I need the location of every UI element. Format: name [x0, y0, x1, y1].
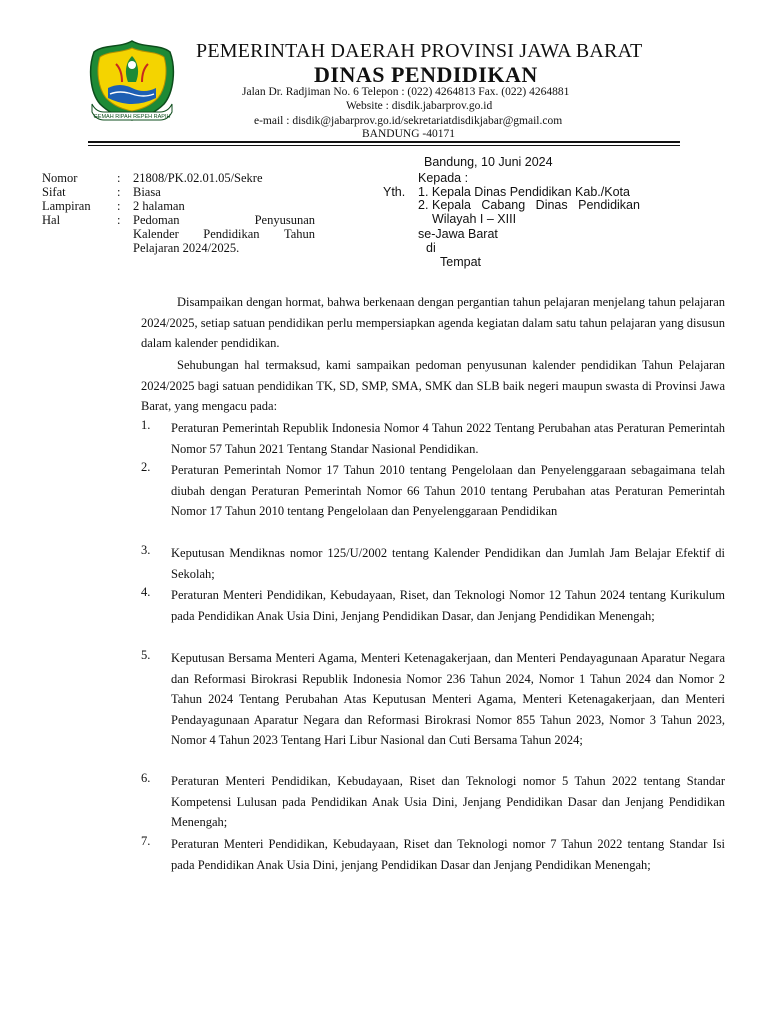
sifat-value: Biasa: [133, 185, 161, 199]
opening-paragraph: Disampaikan dengan hormat, bahwa berkenaan dengan pergantian tahun pelajaran menjelang tahun pelajaran 2024/2025, setiap satuan pendidikan perlu mempersiapkan agenda kegiatan dalam satu tahun pelajaran yang disusun dalam kalender pendidikan.: [141, 295, 725, 350]
nomor-label: Nomor: [42, 171, 78, 185]
reference-intro-paragraph: Sehubungan hal termaksud, kami sampaikan pedoman penyusunan kalender pendidikan Tahun Pelajaran 2024/2025 bagi satuan pendidikan TK, SD, SMP, SMA, SMK dan SLB baik negeri maupun swasta di Provinsi Jawa Barat, yang mengacu pada:: [141, 358, 725, 413]
hal-word: Pendidikan: [203, 227, 260, 241]
reference-number: 1.: [141, 418, 151, 432]
lampiran-label: Lampiran: [42, 199, 91, 213]
recipient-word: Pendidikan: [578, 198, 640, 212]
recipient-region: se-Jawa Barat: [418, 227, 498, 241]
west-java-emblem-logo: [86, 38, 178, 122]
office-address: Jalan Dr. Radjiman No. 6 Telepon : (022) 4264813 Fax. (022) 4264881: [242, 86, 570, 98]
reference-item: Peraturan Menteri Pendidikan, Kebudayaan, Riset, dan Teknologi Nomor 12 Tahun 2024 tentang Kurikulum pada Pendidikan Anak Usia Dini, Jenjang Pendidikan Dasar, dan Jenjang Pendidikan Menengah;: [171, 588, 725, 623]
hal-word: Kalender: [133, 227, 179, 241]
reference-number: 5.: [141, 648, 151, 662]
recipient-word: Kepala: [432, 198, 471, 212]
logo-motto: GEMAH RIPAH REPEH RAPIH: [93, 114, 171, 120]
reference-number: 6.: [141, 771, 151, 785]
tempat-label: Tempat: [440, 255, 481, 269]
letterhead-divider-thick: [88, 141, 680, 143]
kepada-label: Kepada :: [418, 171, 469, 185]
nomor-colon: :: [117, 171, 121, 185]
city-postal-code: BANDUNG -40171: [362, 128, 455, 140]
reference-number: 7.: [141, 834, 151, 848]
reference-item: Peraturan Menteri Pendidikan, Kebudayaan, Riset dan Teknologi nomor 5 Tahun 2022 tentang Standar Kompetensi Lulusan pada Pendidikan Anak Usia Dini, Jenjang Pendidikan Dasar dan Jenjang Pendidikan Menengah;: [171, 774, 725, 829]
recipient-2-line2: Wilayah I – XIII: [432, 212, 517, 226]
letterhead-divider-thin: [88, 145, 680, 146]
reference-item: Keputusan Mendiknas nomor 125/U/2002 tentang Kalender Pendidikan dan Jumlah Jam Belajar Efektif di Sekolah;: [171, 546, 725, 581]
hal-word: Penyusunan: [254, 213, 315, 227]
reference-number: 4.: [141, 585, 151, 599]
reference-item: Peraturan Pemerintah Nomor 17 Tahun 2010 tentang Pengelolaan dan Penyelenggaraan sebagaimana telah diubah dengan Peraturan Pemerintah Nomor 66 Tahun 2010 tentang Perubahan atas Peraturan Pemerintah Nomor 17 Tahun 2010 tentang Pengelolaan dan Penyelenggaraan Pendidikan: [171, 463, 725, 518]
recipient-word: Dinas: [535, 198, 568, 212]
sifat-label: Sifat: [42, 185, 66, 199]
reference-number: 3.: [141, 543, 151, 557]
sifat-colon: :: [117, 185, 121, 199]
lampiran-colon: :: [117, 199, 121, 213]
hal-colon: :: [117, 213, 121, 227]
government-name: PEMERINTAH DAERAH PROVINSI JAWA BARAT: [196, 40, 643, 62]
hal-label: Hal: [42, 213, 61, 227]
yth-label: Yth.: [383, 185, 406, 199]
recipient-1: 1. Kepala Dinas Pendidikan Kab./Kota: [418, 185, 630, 199]
hal-word: Tahun: [283, 227, 315, 241]
reference-number: 2.: [141, 460, 151, 474]
reference-item: Peraturan Pemerintah Republik Indonesia Nomor 4 Tahun 2022 Tentang Perubahan atas Peraturan Pemerintah Nomor 57 Tahun 2021 Tentang Standar Nasional Pendidikan.: [171, 421, 725, 456]
reference-item: Peraturan Menteri Pendidikan, Kebudayaan, Riset dan Teknologi nomor 7 Tahun 2022 tentang Standar Isi pada Pendidikan Anak Usia Dini, jenjang Pendidikan Dasar dan Jenjang Pendidikan Menengah;: [171, 837, 725, 872]
hal-value-line1: [133, 213, 315, 228]
lampiran-value: 2 halaman: [133, 199, 185, 213]
hal-value-line2: [133, 227, 315, 242]
hal-value-line3: Pelajaran 2024/2025.: [133, 241, 240, 255]
agency-name: DINAS PENDIDIKAN: [314, 62, 538, 87]
recipient-word: Cabang: [481, 198, 526, 212]
hal-word: Pedoman: [133, 213, 180, 227]
website-line: Website : disdik.jabarprov.go.id: [346, 100, 493, 112]
nomor-value: 21808/PK.02.01.05/Sekre: [133, 171, 263, 185]
email-line: e-mail : disdik@jabarprov.go.id/sekretariatdisdikjabar@gmail.com: [254, 115, 563, 127]
recipient-2-number: 2.: [418, 198, 429, 212]
letter-date: Bandung, 10 Juni 2024: [424, 155, 553, 169]
reference-item: Keputusan Bersama Menteri Agama, Menteri Ketenagakerjaan, dan Menteri Pendayagunaan Aparatur Negara dan Reformasi Birokrasi Republik Indonesia Nomor 236 Tahun 2024, Nomor 1 Tahun 2024 dan Nomor 2 Tahun 2024 Tentang Perubahan Atas Keputusan Menteri Agama, Menteri Ketenagakerjaan, dan Menteri Pendayagunaan Aparatur Negara dan Reformasi Birokrasi Nomor 855 Tahun 2023, Nomor 3 Tahun 2023, Nomor 4 Tahun 2023 Tentang Hari Libur Nasional dan Cuti Bersama Tahun 2024;: [171, 651, 725, 747]
di-label: di: [426, 241, 436, 255]
recipient-2-line1: [432, 198, 640, 212]
